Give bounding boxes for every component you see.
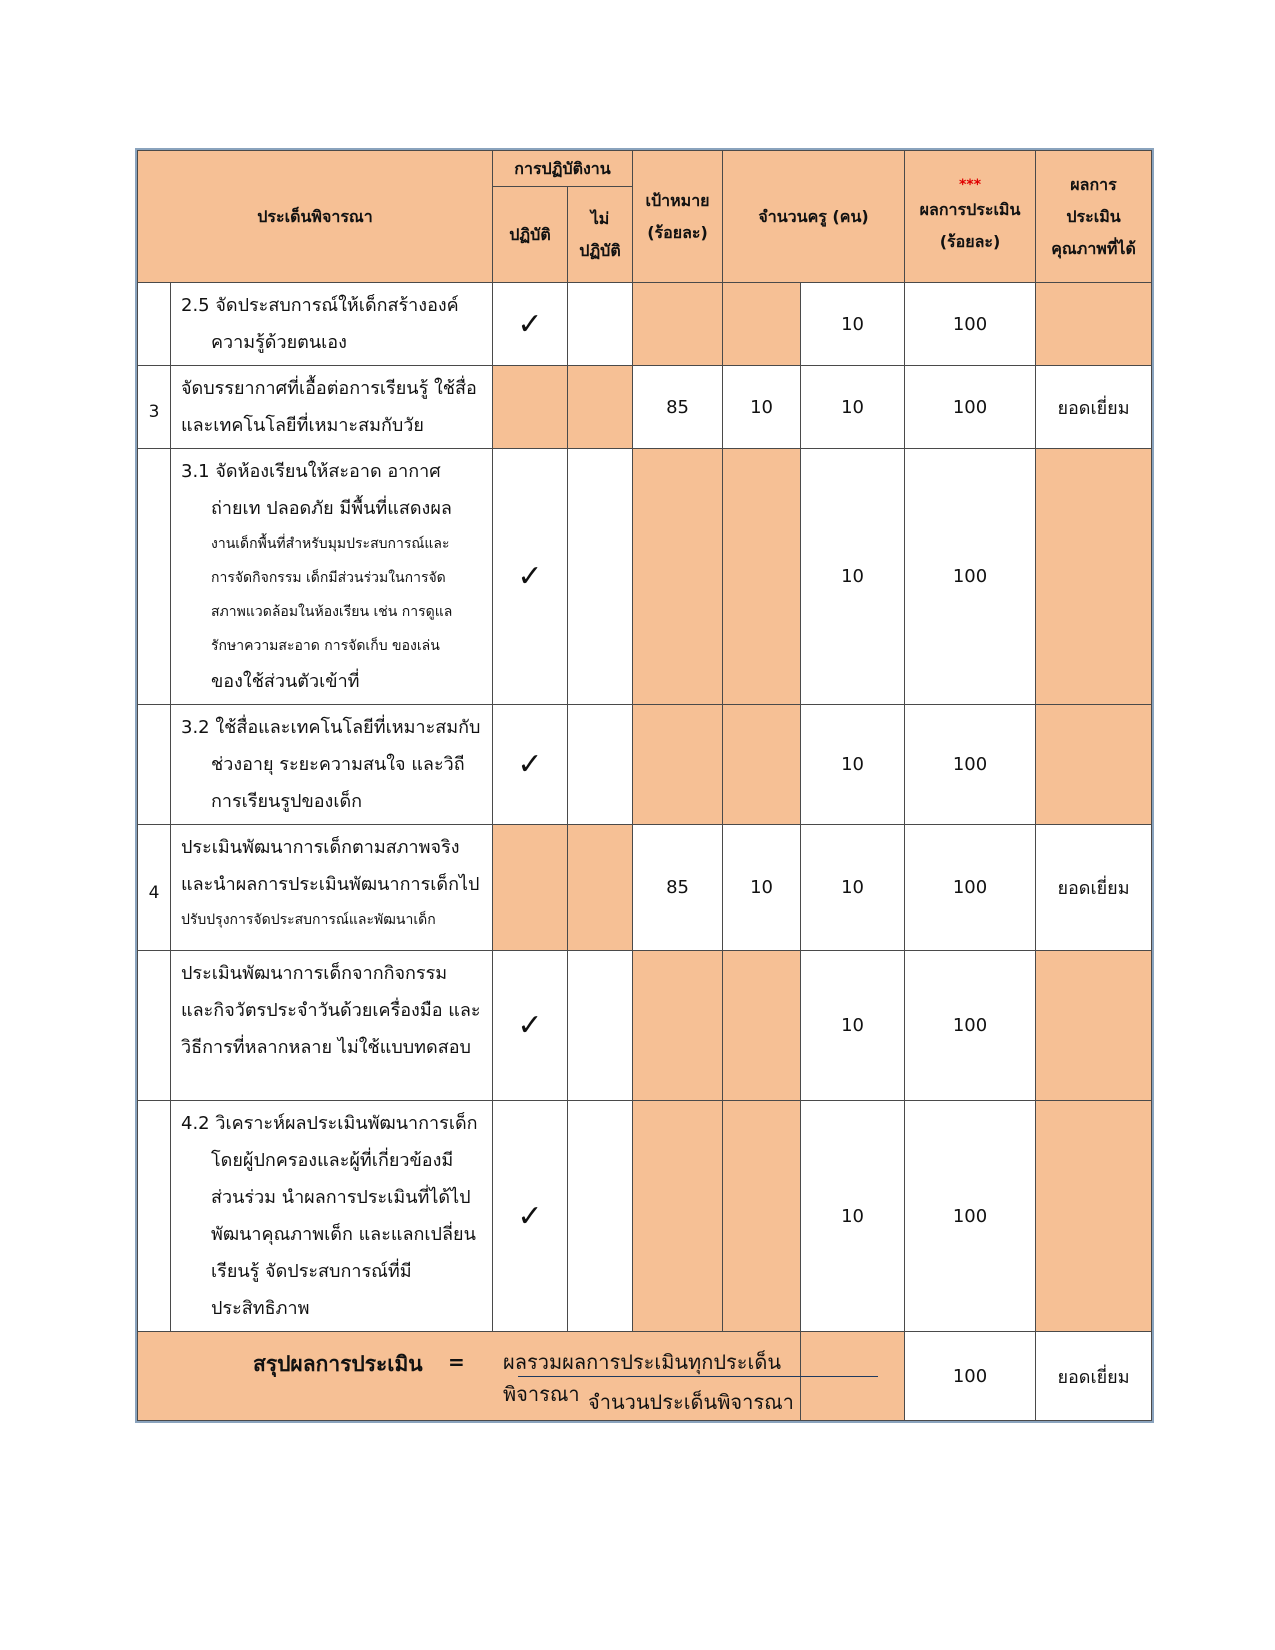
header-quality: ผลการ ประเมิน คุณภาพที่ได้ <box>1036 151 1152 283</box>
topic-line: และเทคโนโลยีที่เหมาะสมกับวัย <box>181 415 424 436</box>
table-row <box>138 366 1152 449</box>
table-row <box>138 951 1152 1101</box>
table-row <box>138 1101 1152 1332</box>
not-done-cell <box>568 449 633 705</box>
result-cell: 100 <box>905 705 1036 825</box>
header-topic: ประเด็นพิจารณา <box>138 151 493 283</box>
summary-formula <box>138 1332 801 1421</box>
teachers-a-cell <box>723 951 801 1101</box>
not-done-cell <box>568 705 633 825</box>
target-cell <box>633 951 723 1101</box>
quality-cell: ยอดเยี่ยม <box>1036 825 1152 951</box>
teachers-b-cell: 10 <box>801 449 905 705</box>
checkmark-icon: ✓ <box>493 1101 568 1332</box>
row-topic <box>171 283 493 366</box>
row-number: 4 <box>138 825 171 951</box>
row-number <box>138 705 171 825</box>
teachers-b-cell: 10 <box>801 705 905 825</box>
teachers-a-cell <box>723 1101 801 1332</box>
target-cell <box>633 449 723 705</box>
header-not-do: ไม่ ปฏิบัติ <box>568 187 633 283</box>
checkmark-icon <box>493 825 568 951</box>
topic-line: ประเมินพัฒนาการเด็กตามสภาพจริง <box>181 837 460 858</box>
topic-line: ถ่ายเท ปลอดภัย มีพื้นที่แสดงผล <box>211 498 452 519</box>
row-number <box>138 283 171 366</box>
target-cell <box>633 705 723 825</box>
quality-cell: ยอดเยี่ยม <box>1036 366 1152 449</box>
topic-line: ของใช้ส่วนตัวเข้าที่ <box>211 671 360 692</box>
row-number <box>138 449 171 705</box>
row-topic <box>171 1101 493 1332</box>
topic-line: ประสิทธิภาพ <box>211 1298 310 1319</box>
topic-line: การเรียนรูปของเด็ก <box>211 791 363 812</box>
row-topic <box>171 705 493 825</box>
evaluation-table <box>137 150 1152 1421</box>
not-done-cell <box>568 366 633 449</box>
topic-line: และกิจวัตรประจำวันด้วยเครื่องมือ และ <box>181 1000 481 1021</box>
row-number: 3 <box>138 366 171 449</box>
not-done-cell <box>568 1101 633 1332</box>
topic-line: เรียนรู้ จัดประสบการณ์ที่มี <box>211 1261 412 1282</box>
summary-quality: ยอดเยี่ยม <box>1036 1332 1152 1421</box>
teachers-b-cell: 10 <box>801 283 905 366</box>
topic-line: พัฒนาคุณภาพเด็ก และแลกเปลี่ยน <box>211 1224 476 1245</box>
row-topic <box>171 366 493 449</box>
header-target: เป้าหมาย (ร้อยละ) <box>633 151 723 283</box>
target-cell: 85 <box>633 825 723 951</box>
table-row <box>138 449 1152 705</box>
row-topic <box>171 825 493 951</box>
result-cell: 100 <box>905 283 1036 366</box>
topic-line: ความรู้ด้วยตนเอง <box>211 332 347 353</box>
topic-line: ช่วงอายุ ระยะความสนใจ และวิถี <box>211 754 465 775</box>
summary-denominator: จำนวนประเด็นพิจารณา <box>588 1390 794 1414</box>
row-topic <box>171 449 493 705</box>
teachers-a-cell: 10 <box>723 366 801 449</box>
topic-line: วิธีการที่หลากหลาย ไม่ใช้แบบทดสอบ <box>181 1037 471 1058</box>
teachers-b-cell: 10 <box>801 951 905 1101</box>
result-cell: 100 <box>905 1101 1036 1332</box>
header-do: ปฏิบัติ <box>493 187 568 283</box>
asterisk-mark: *** <box>959 176 982 193</box>
topic-line: 3.1 จัดห้องเรียนให้สะอาด อากาศ <box>181 461 441 482</box>
fraction-line <box>518 1376 878 1377</box>
table-row <box>138 705 1152 825</box>
teachers-a-cell <box>723 449 801 705</box>
target-cell: 85 <box>633 366 723 449</box>
teachers-b-cell: 10 <box>801 825 905 951</box>
quality-cell <box>1036 951 1152 1101</box>
result-cell: 100 <box>905 825 1036 951</box>
not-done-cell <box>568 825 633 951</box>
topic-line: รักษาความสะอาด การจัดเก็บ ของเล่น <box>211 638 440 654</box>
summary-title: สรุปผลการประเมิน <box>253 1352 423 1376</box>
checkmark-icon <box>493 366 568 449</box>
teachers-a-cell <box>723 705 801 825</box>
checkmark-icon: ✓ <box>493 283 568 366</box>
target-cell <box>633 283 723 366</box>
teachers-a-cell: 10 <box>723 825 801 951</box>
result-cell: 100 <box>905 449 1036 705</box>
topic-line: 3.2 ใช้สื่อและเทคโนโลยีที่เหมาะสมกับ <box>181 717 481 738</box>
row-topic <box>171 951 493 1101</box>
checkmark-icon: ✓ <box>493 951 568 1101</box>
topic-line: ประเมินพัฒนาการเด็กจากกิจกรรม <box>181 963 448 984</box>
header-teachers: จำนวนครู (คน) <box>723 151 905 283</box>
checkmark-icon: ✓ <box>493 449 568 705</box>
table-row <box>138 825 1152 951</box>
quality-cell <box>1036 449 1152 705</box>
summary-result: 100 <box>905 1332 1036 1421</box>
summary-equals: = <box>448 1350 465 1374</box>
row-number <box>138 1101 171 1332</box>
not-done-cell <box>568 283 633 366</box>
topic-line: 4.2 วิเคราะห์ผลประเมินพัฒนาการเด็ก <box>181 1113 478 1134</box>
quality-cell <box>1036 283 1152 366</box>
result-cell: 100 <box>905 366 1036 449</box>
target-cell <box>633 1101 723 1332</box>
row-number <box>138 951 171 1101</box>
header-result: *** ผลการประเมิน (ร้อยละ) <box>905 151 1036 283</box>
result-cell: 100 <box>905 951 1036 1101</box>
not-done-cell <box>568 951 633 1101</box>
topic-line: ปรับปรุงการจัดประสบการณ์และพัฒนาเด็ก <box>181 912 436 928</box>
checkmark-icon: ✓ <box>493 705 568 825</box>
header-practice: การปฏิบัติงาน <box>493 151 633 187</box>
topic-line: งานเด็กพื้นที่สำหรับมุมประสบการณ์และ <box>211 536 450 552</box>
topic-line: จัดบรรยากาศที่เอื้อต่อการเรียนรู้ ใช้สื่อ <box>181 378 477 399</box>
table-row <box>138 283 1152 366</box>
topic-line: การจัดกิจกรรม เด็กมีส่วนร่วมในการจัด <box>211 570 446 586</box>
summary-numerator: ผลรวมผลการประเมินทุกประเด็นพิจารณา <box>503 1350 782 1406</box>
topic-line: และนำผลการประเมินพัฒนาการเด็กไป <box>181 874 480 895</box>
quality-cell <box>1036 705 1152 825</box>
topic-line: โดยผู้ปกครองและผู้ที่เกี่ยวข้องมี <box>211 1150 454 1171</box>
topic-line: ส่วนร่วม นำผลการประเมินที่ได้ไป <box>211 1187 471 1208</box>
topic-line: สภาพแวดล้อมในห้องเรียน เช่น การดูแล <box>211 604 453 620</box>
teachers-b-cell: 10 <box>801 1101 905 1332</box>
teachers-b-cell: 10 <box>801 366 905 449</box>
teachers-a-cell <box>723 283 801 366</box>
quality-cell <box>1036 1101 1152 1332</box>
topic-line: 2.5 จัดประสบการณ์ให้เด็กสร้างองค์ <box>181 295 459 316</box>
